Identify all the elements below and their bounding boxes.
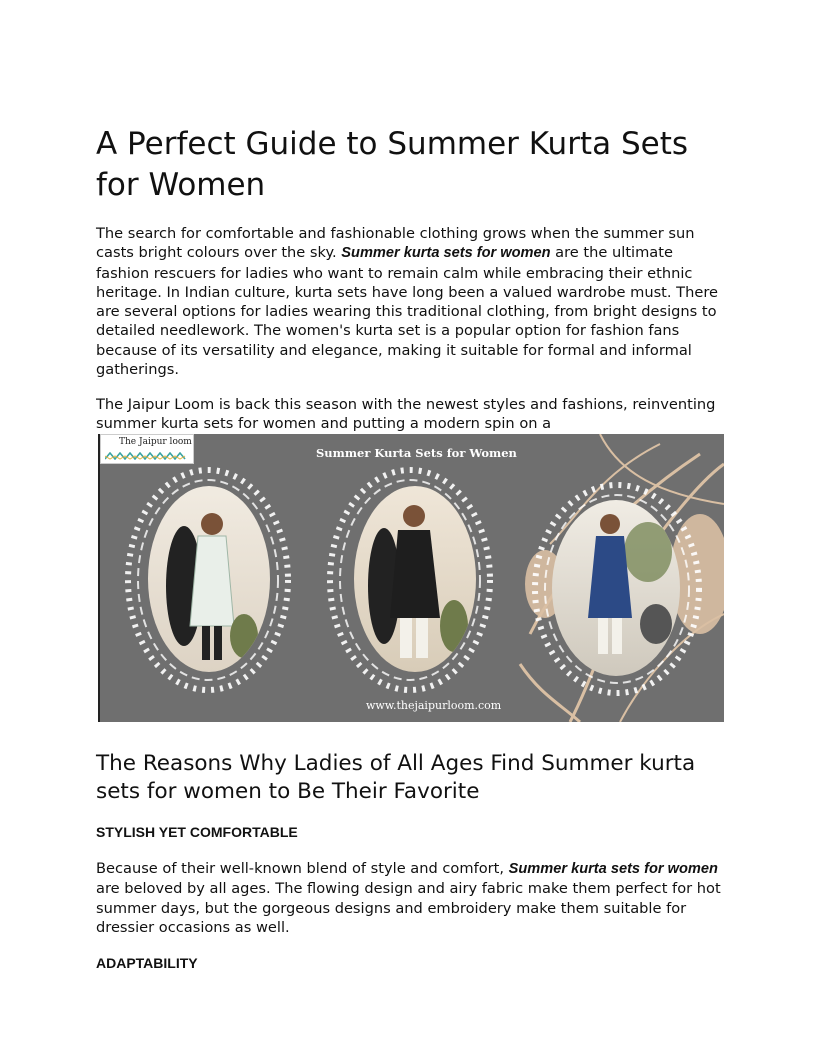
section-heading: The Reasons Why Ladies of All Ages Find Summer kurta sets for women to Be Their Favorite — [96, 751, 696, 804]
woman-black-kurta-icon — [354, 486, 476, 672]
page-title: A Perfect Guide to Summer Kurta Sets for Women — [96, 126, 688, 203]
kurta-banner-image — [98, 434, 724, 722]
intro-text-part2: are the ultimate fashion rescuers for ladies who want to remain calm while embracing their ethnic heritage. In Indian culture, kurta sets have long been a valued wardrobe must. There are several options for ladies wearing this traditional clothing, from bright designs to detailed needlework. The women's kurta set is a popular option for fashion fans because of its versatility and elegance, making it suitable for formal and informal gatherings. — [96, 244, 718, 379]
zigzag-pattern-icon — [105, 452, 189, 460]
intro-emphasis: Summer kurta sets for women — [341, 245, 551, 262]
banner-title: Summer Kurta Sets for Women — [316, 446, 517, 460]
brand-logo — [100, 434, 194, 464]
woman-blue-kurta-icon — [552, 500, 680, 676]
intro-text-part1: The search for comfortable and fashionable clothing grows when the summer sun casts bright colours over the sky. — [96, 225, 695, 262]
subheading-adaptability: ADAPTABILITY — [96, 955, 198, 971]
kurta-photo-1 — [148, 486, 270, 672]
kurta-photo-3 — [552, 500, 680, 676]
woman-white-kurta-icon — [148, 486, 270, 672]
banner-url: www.thejaipurloom.com — [366, 699, 502, 712]
logo-text: The Jaipur loom — [119, 437, 192, 447]
kurta-photo-2 — [354, 486, 476, 672]
stylish-paragraph — [96, 859, 722, 937]
para3-text-part1: Because of their well-known blend of style and comfort, — [96, 860, 509, 877]
para3-emphasis: Summer kurta sets for women — [508, 861, 718, 877]
subheading-stylish: STYLISH YET COMFORTABLE — [96, 824, 298, 840]
intro-paragraph — [96, 224, 722, 379]
second-paragraph: The Jaipur Loom is back this season with the newest styles and fashions, reinventing summer kurta sets for women and putting a modern spin on a — [96, 396, 716, 433]
para3-text-part2: are beloved by all ages. The flowing design and airy fabric make them perfect for hot summer days, but the gorgeous designs and embroidery make them suitable for dressier occasions as well. — [96, 880, 721, 936]
